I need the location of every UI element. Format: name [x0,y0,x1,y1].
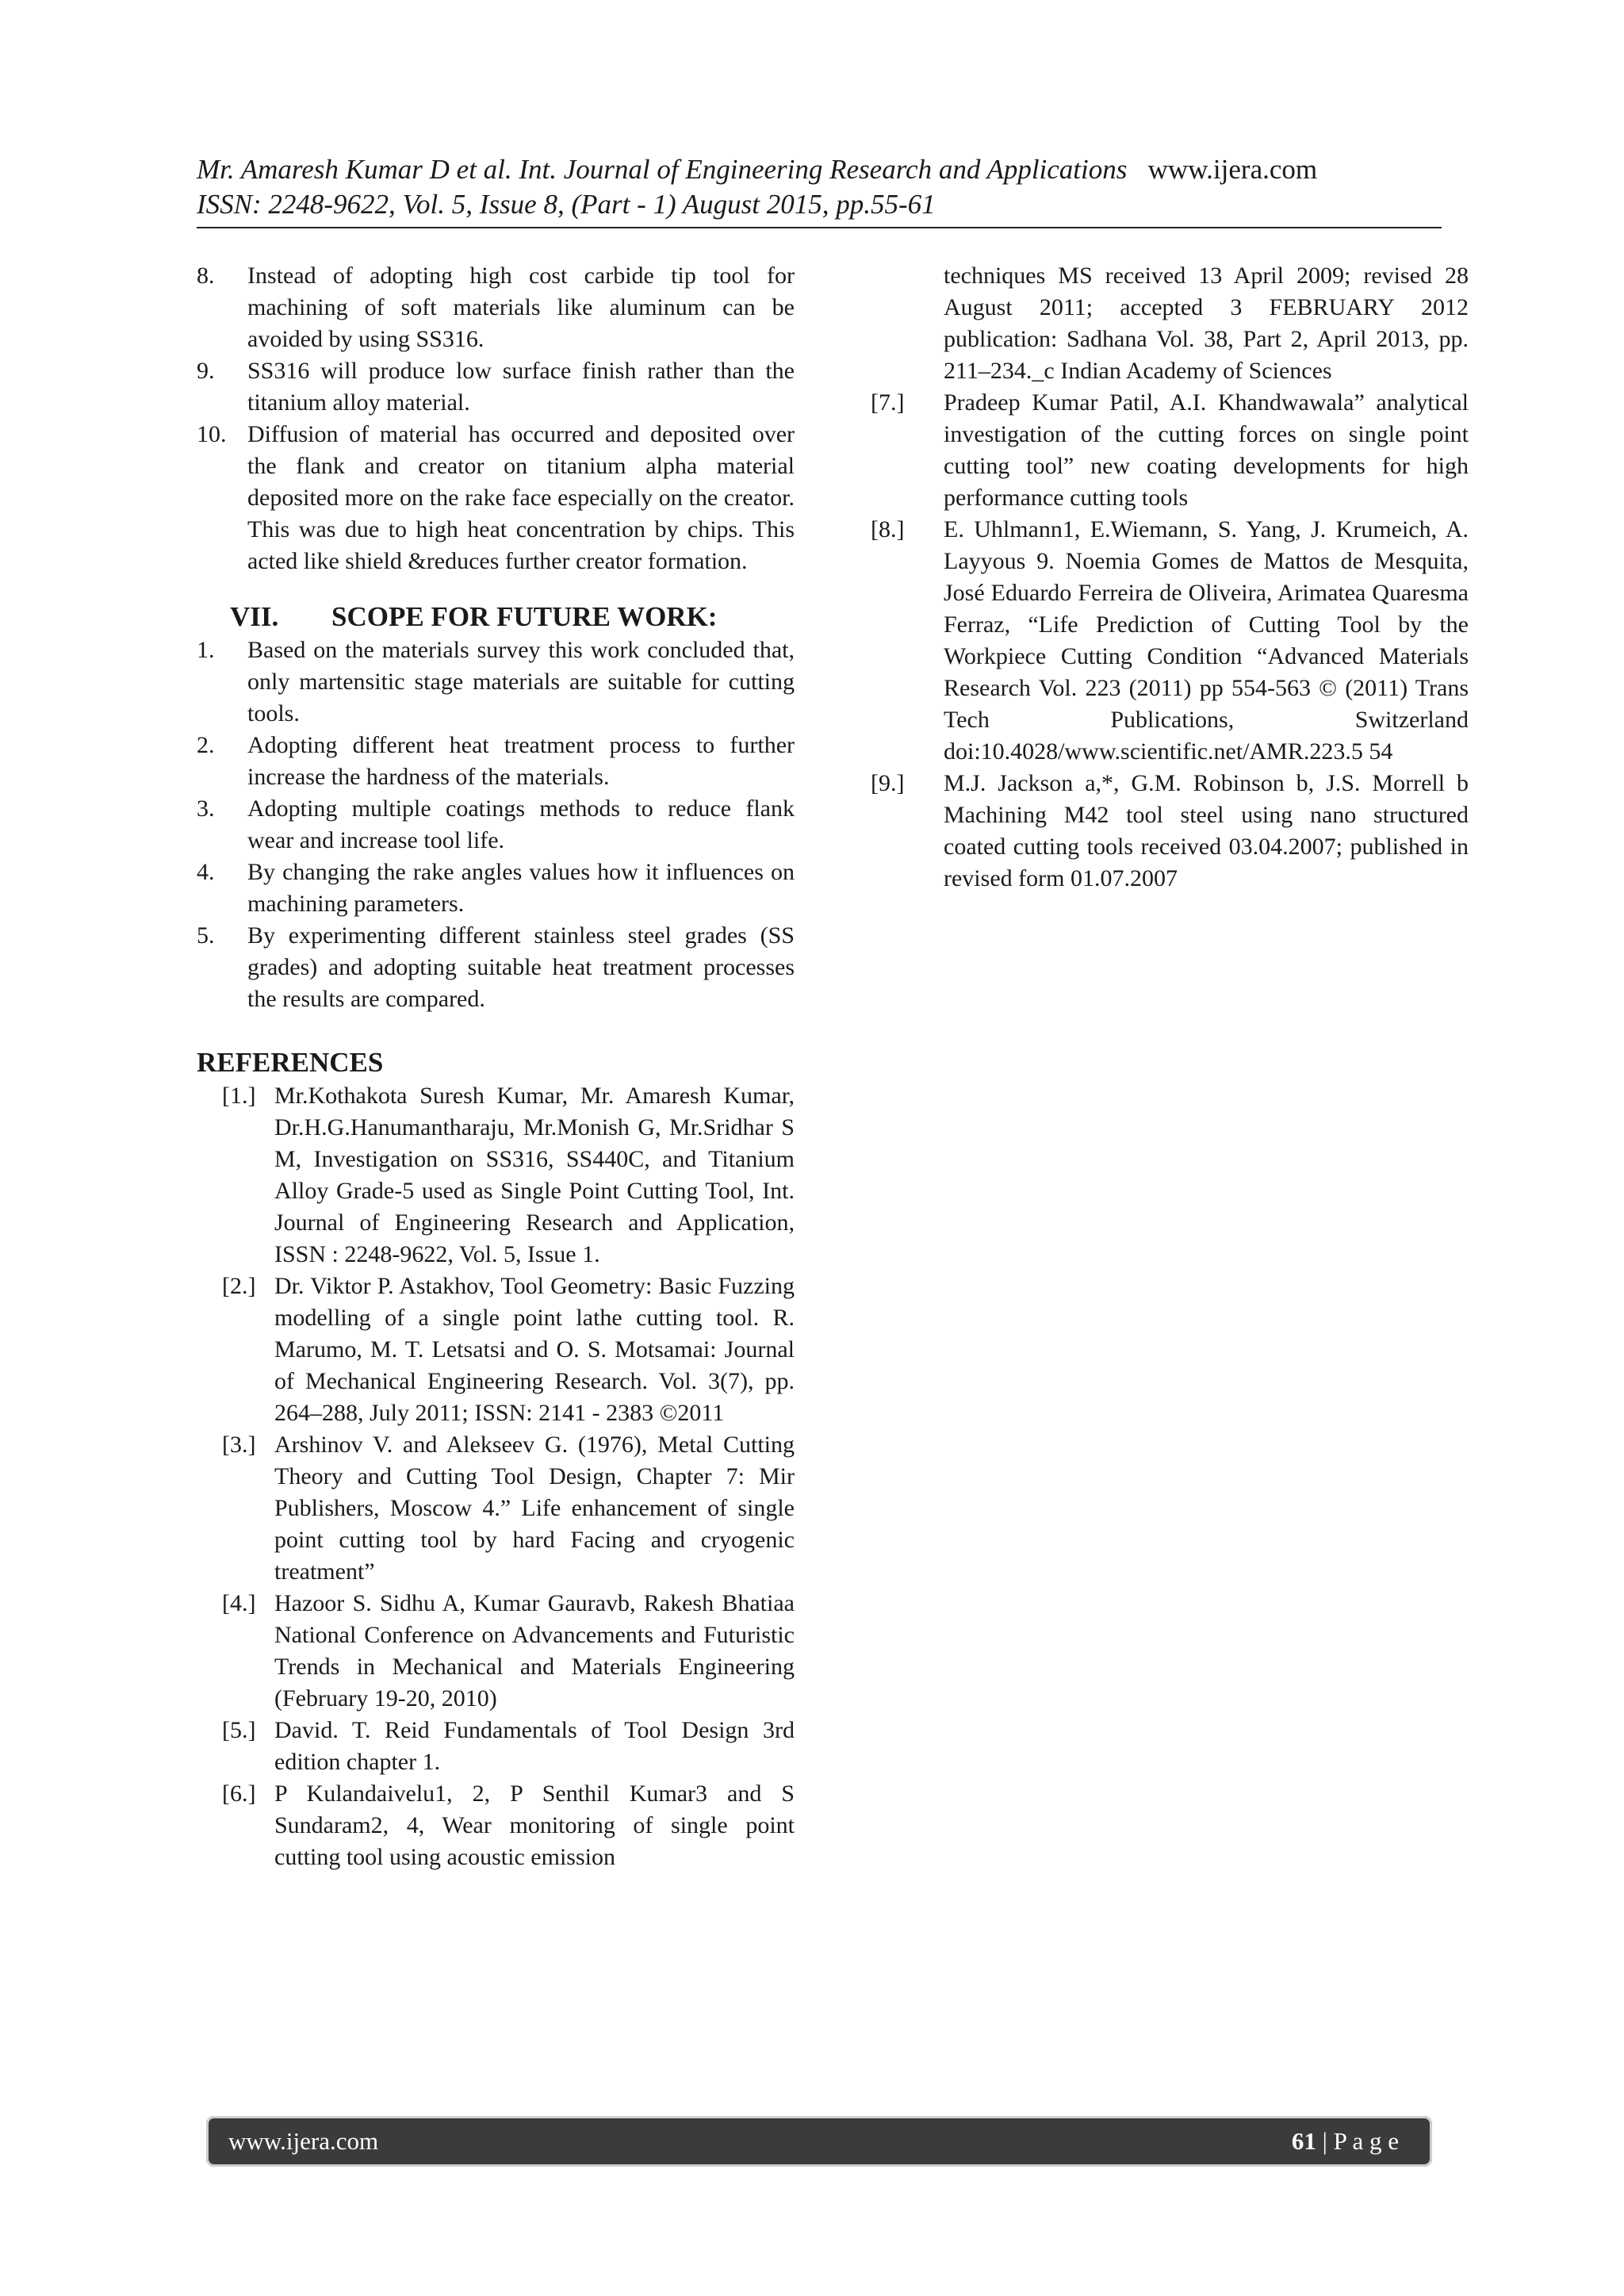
header-site: www.ijera.com [1147,154,1318,185]
reference-number: [2.] [222,1273,256,1299]
left-column [197,260,795,1873]
item-number: 8. [197,263,215,289]
reference-text: David. T. Reid Fundamentals of Tool Design 3rd edition chapter 1. [274,1717,795,1775]
section-number: VII. [230,601,279,632]
item-number: 3. [197,795,215,822]
right-column [871,260,1469,895]
reference-number: [6.] [222,1780,256,1807]
reference-number: [7.] [871,389,905,416]
reference-text: Pradeep Kumar Patil, A.I. Khandwawala” analytical investigation of the cutting forces on single point cutting tool” new coating developments for high performance cutting tools [944,389,1469,511]
reference-item [197,1429,795,1588]
reference-continuation: techniques MS received 13 April 2009; revised 28 August 2011; accepted 3 FEBRUARY 2012 publication: Sadhana Vol. 38, Part 2, April 2013, pp. 211–234._c Indian Academy of Sciences [944,263,1469,384]
item-text: Based on the materials survey this work concluded that, only martensitic stage materials are suitable for cutting tools. [247,637,795,726]
header-citation: Mr. Amaresh Kumar D et al. Int. Journal of Engineering Research and Applications [197,154,1128,185]
reference-text: Mr.Kothakota Suresh Kumar, Mr. Amaresh Kumar, Dr.H.G.Hanumantharaju, Mr.Monish G, Mr.Sridhar S M, Investigation on SS316, SS440C, and Titanium Alloy Grade-5 used as Single Point Cutting Tool, Int. Journal of Engineering Research and Application, ISSN : 2248-9622, Vol. 5, Issue 1. [274,1083,795,1267]
reference-number: [5.] [222,1717,256,1743]
reference-item [871,514,1469,768]
header-line-2: ISSN: 2248-9622, Vol. 5, Issue 8, (Part - 1) August 2015, pp.55-61 [197,189,936,220]
page-indicator [1292,2127,1399,2156]
list-item [197,920,795,1015]
list-item [197,793,795,857]
reference-text: P Kulandaivelu1, 2, P Senthil Kumar3 and S Sundaram2, 4, Wear monitoring of single point cutting tool using acoustic emission [274,1780,795,1870]
running-header [197,152,1442,222]
item-text: By experimenting different stainless steel grades (SS grades) and adopting suitable heat treatment processes the results are compared. [247,922,795,1012]
reference-item [197,1271,795,1429]
reference-item [871,387,1469,514]
item-text: Diffusion of material has occurred and deposited over the flank and creator on titanium alpha material deposited more on the rake face especially on the creator. This was due to high heat concentration by chips. This acted like shield &reduces further creator formation. [247,421,795,574]
page-number: 61 [1291,2127,1316,2155]
reference-text: E. Uhlmann1, E.Wiemann, S. Yang, J. Krumeich, A. Layyous 9. Noemia Gomes de Mattos de Mesquita, José Eduardo Ferreira de Oliveira, Arimatea Quaresma Ferraz, “Life Prediction of Cutting Tool by the Workpiece Cutting Condition “Advanced Materials Research Vol. 223 (2011) pp 554-563 © (2011) Trans Tech Publications, Switzerland doi:10.4028/www.scientific.net/AMR.223.5 54 [944,516,1469,765]
reference-item [197,1588,795,1715]
item-number: 4. [197,859,215,885]
reference-item [197,1080,795,1271]
reference-text: Hazoor S. Sidhu A, Kumar Gauravb, Rakesh Bhatiaa National Conference on Advancements and Futuristic Trends in Mechanical and Materials Engineering (February 19-20, 2010) [274,1590,795,1711]
page-footer [206,2116,1432,2167]
section-heading [197,600,795,634]
reference-item [197,1778,795,1873]
list-item [197,419,795,577]
references-heading: REFERENCES [197,1047,384,1078]
item-text: Adopting different heat treatment process to further increase the hardness of the materials. [247,732,795,790]
reference-number: [4.] [222,1590,256,1616]
list-item [197,634,795,730]
item-text: Instead of adopting high cost carbide tip tool for machining of soft materials like aluminum can be avoided by using SS316. [247,263,795,352]
page-label: | P a g e [1316,2127,1399,2155]
header-rule [197,227,1442,228]
item-text: By changing the rake angles values how it influences on machining parameters. [247,859,795,917]
reference-text: Dr. Viktor P. Astakhov, Tool Geometry: Basic Fuzzing modelling of a single point lathe cutting tool. R. Marumo, M. T. Letsatsi and O. S. Motsamai: Journal of Mechanical Engineering Research. Vol. 3(7), pp. 264–288, July 2011; ISSN: 2141 - 2383 ©2011 [274,1273,795,1426]
references-list-left [197,1080,795,1873]
list-item [197,355,795,419]
reference-number: [8.] [871,516,905,542]
item-number: 10. [197,421,227,447]
header-line-1 [197,152,1442,187]
reference-number: [1.] [222,1083,256,1109]
reference-item [197,1715,795,1778]
item-number: 5. [197,922,215,949]
footer-url: www.ijera.com [228,2127,379,2155]
list-item [197,857,795,920]
item-text: SS316 will produce low surface finish rather than the titanium alloy material. [247,358,795,416]
reference-number: [9.] [871,770,905,796]
reference-item [871,768,1469,895]
reference-number: [3.] [222,1432,256,1458]
item-text: Adopting multiple coatings methods to reduce flank wear and increase tool life. [247,795,795,853]
item-number: 1. [197,637,215,663]
reference-text: Arshinov V. and Alekseev G. (1976), Metal Cutting Theory and Cutting Tool Design, Chapter 7: Mir Publishers, Moscow 4.” Life enhancement of single point cutting tool by hard Facing and cryogenic treatment” [274,1432,795,1585]
item-number: 2. [197,732,215,758]
list-item [197,730,795,793]
conclusions-list [197,260,795,577]
future-work-list [197,634,795,1015]
list-item [197,260,795,355]
item-number: 9. [197,358,215,384]
section-title: SCOPE FOR FUTURE WORK: [331,601,718,632]
reference-text: M.J. Jackson a,*, G.M. Robinson b, J.S. Morrell b Machining M42 tool steel using nano structured coated cutting tools received 03.04.2007; published in revised form 01.07.2007 [944,770,1469,891]
